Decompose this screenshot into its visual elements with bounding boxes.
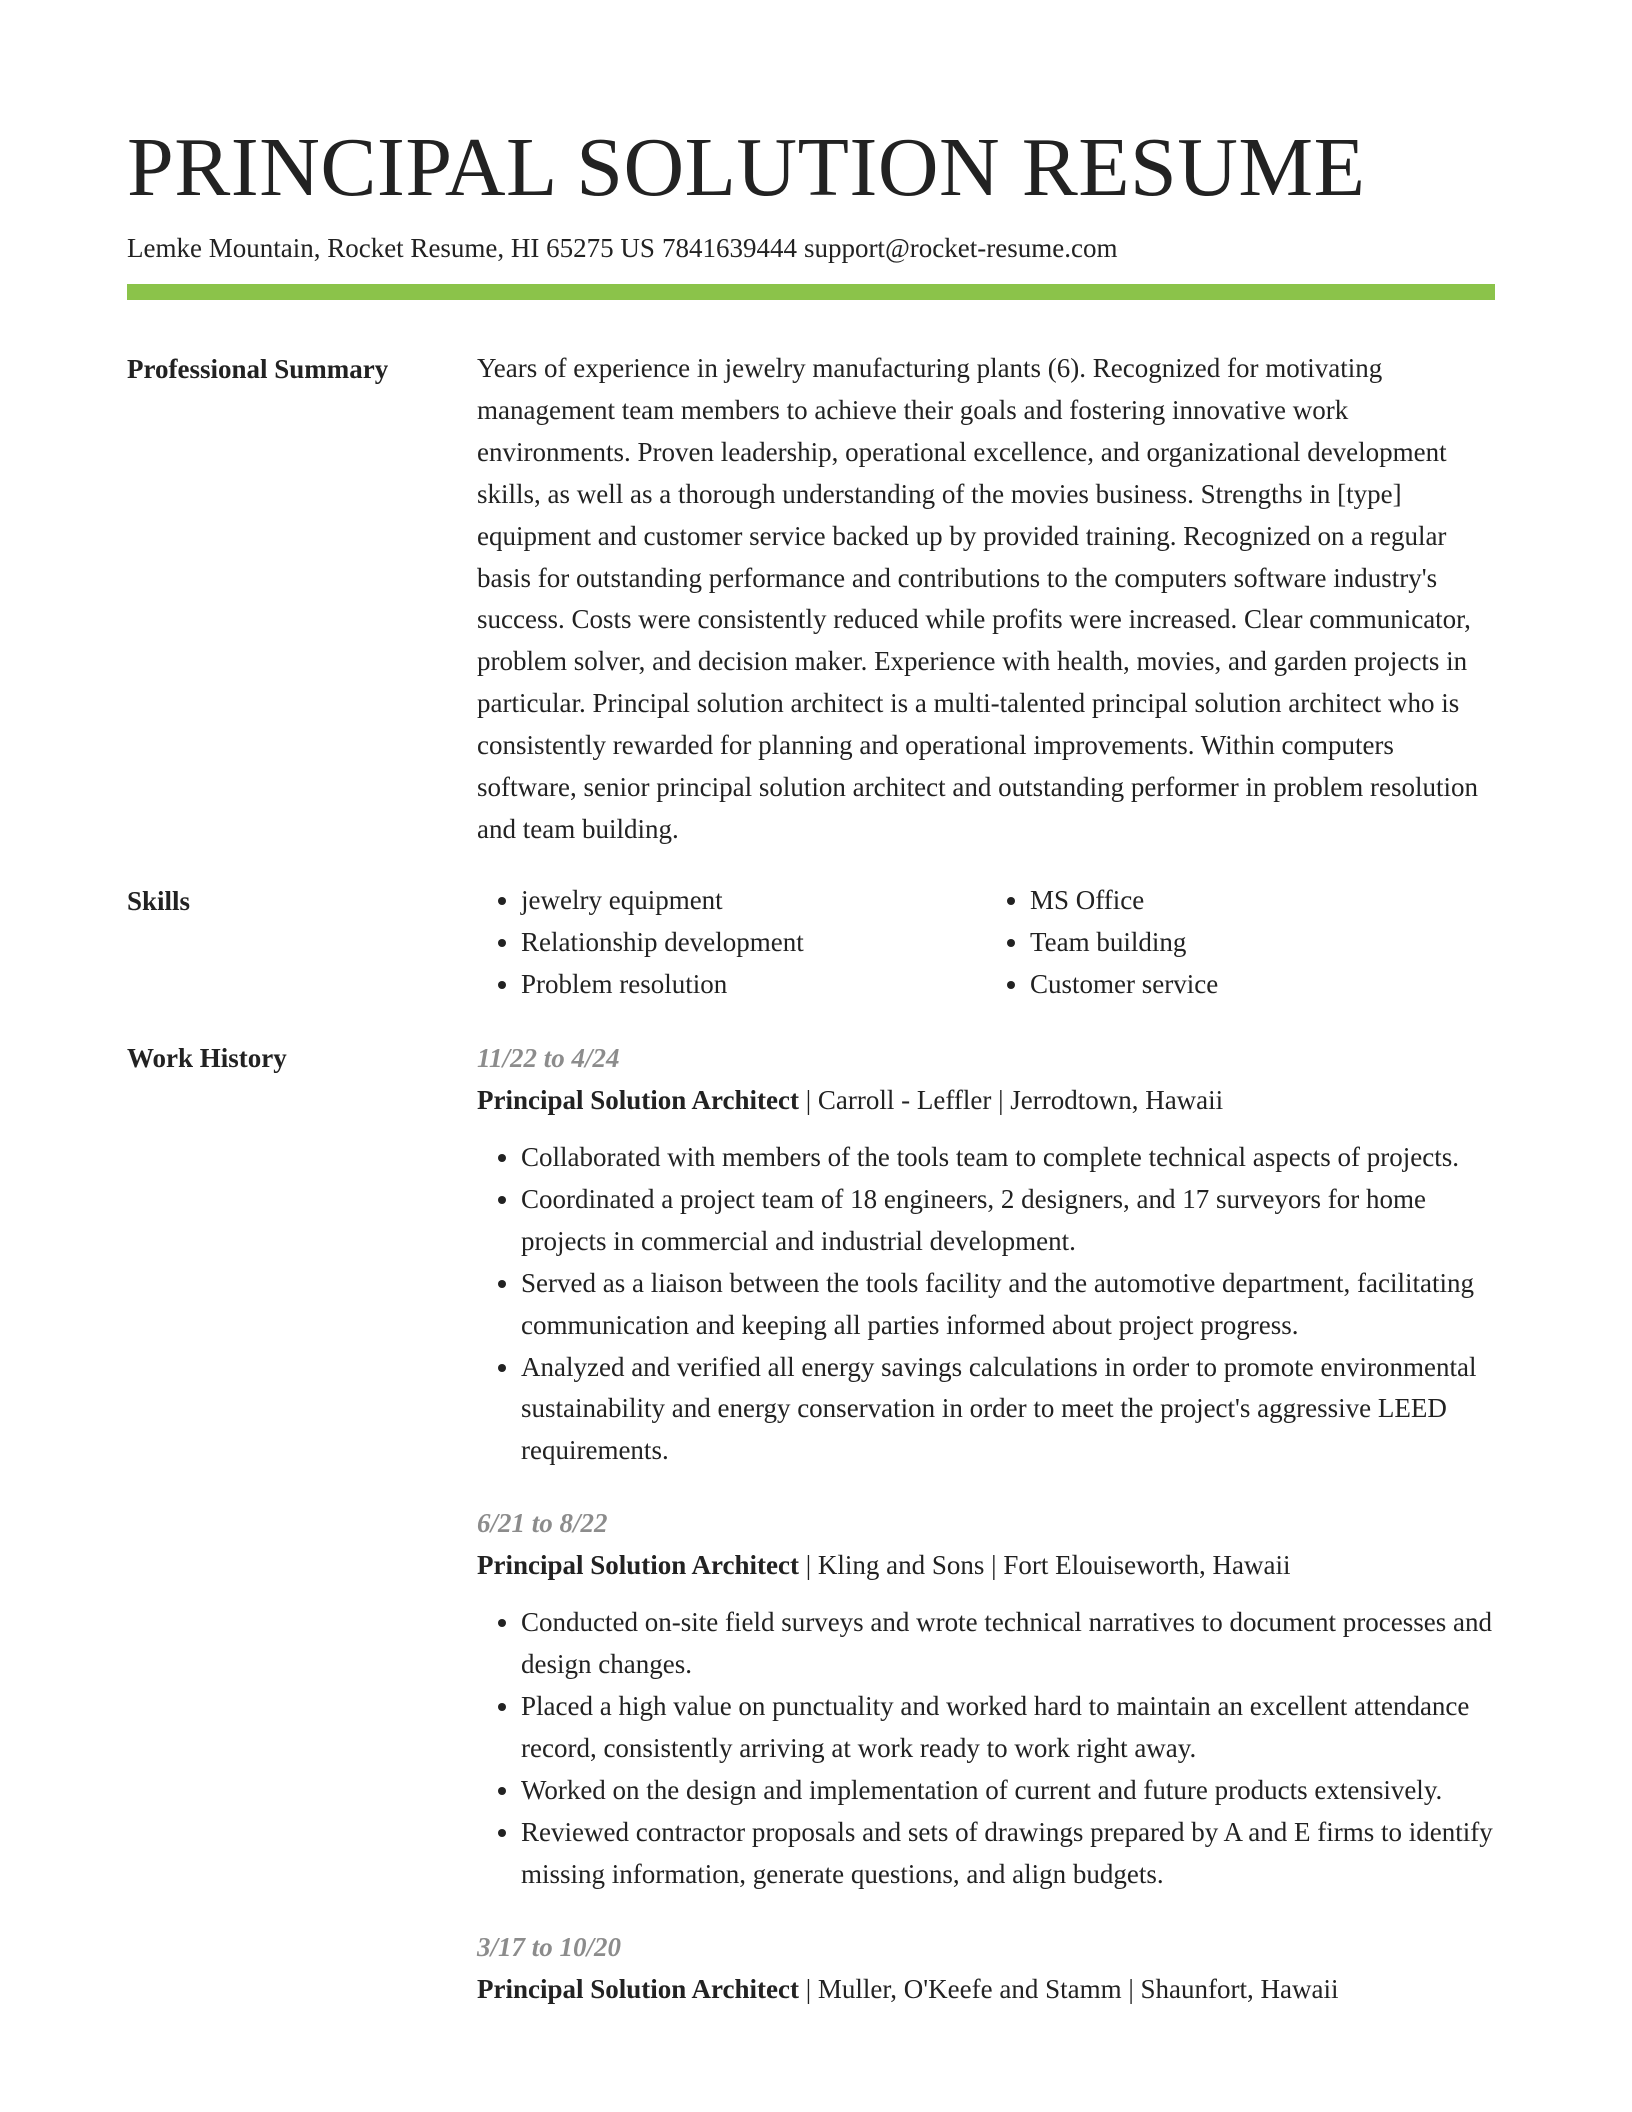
skills-body xyxy=(477,880,1495,1006)
contact-line xyxy=(127,230,1117,266)
contact-phone: 7841639444 xyxy=(661,233,797,263)
skill-item: • Customer service xyxy=(1030,964,1495,1006)
job-entry xyxy=(477,1502,1495,1895)
contact-address: Lemke Mountain, Rocket Resume, HI 65275 US xyxy=(127,233,655,263)
job-bullet: • Conducted on-site field surveys and wrote technical narratives to document processes and design changes. xyxy=(521,1602,1495,1686)
skill-item: • MS Office xyxy=(1030,880,1495,922)
work-history-heading: Work History xyxy=(127,1043,287,1073)
skill-item: • jewelry equipment xyxy=(521,880,986,922)
skills-list-right xyxy=(986,880,1495,1006)
summary-body xyxy=(477,348,1495,851)
skills-columns xyxy=(477,880,1495,1006)
skill-item: • Problem resolution xyxy=(521,964,986,1006)
skills-list-left xyxy=(477,880,986,1006)
job-bullet: • Reviewed contractor proposals and sets of drawings prepared by A and E firms to identify missing information, generate questions, and align budgets. xyxy=(521,1812,1495,1896)
skill-item: • Relationship development xyxy=(521,922,986,964)
job-title: Principal Solution Architect xyxy=(477,1550,799,1581)
job-entry xyxy=(477,1926,1495,2010)
summary-heading: Professional Summary xyxy=(127,354,389,384)
job-title: Principal Solution Architect xyxy=(477,1085,799,1115)
job-bullet: • Worked on the design and implementation of current and future products extensively. xyxy=(521,1770,1495,1812)
job-bullet: • Coordinated a project team of 18 engineers, 2 designers, and 17 surveyors for home projects in commercial and industrial development. xyxy=(521,1179,1495,1263)
job-dates: 3/17 to 10/20 xyxy=(477,1931,622,1962)
job-entry xyxy=(477,1037,1495,1472)
job-heading xyxy=(477,1079,1495,1121)
job-bullet: • Placed a high value on punctuality and worked hard to maintain an excellent attendance record, consistently arriving at work ready to work right away. xyxy=(521,1686,1495,1770)
skills-heading: Skills xyxy=(127,886,191,916)
job-company-location: | Kling and Sons | Fort Elouiseworth, Hawaii xyxy=(799,1550,1291,1581)
job-title: Principal Solution Architect xyxy=(477,1973,799,2004)
summary-text: Years of experience in jewelry manufacturing plants (6). Recognized for motivating management team members to achieve their goals and fostering innovative work environments. Proven leadership, operational excellence, and organizational development skills, as well as a thorough understanding of the movies business. Strengths in [type] equipment and customer service backed up by provided training. Recognized on a regular basis for outstanding performance and contributions to the computers software industry's success. Costs were consistently reduced while profits were increased. Clear communicator, problem solver, and decision maker. Experience with health, movies, and garden projects in particular. Principal solution architect is a multi-talented principal solution architect who is consistently rewarded for planning and operational improvements. Within computers software, senior principal solution architect and outstanding performer in problem resolution and team building. xyxy=(477,353,1478,844)
job-company-location: | Carroll - Leffler | Jerrodtown, Hawaii xyxy=(799,1085,1224,1115)
work-history-body xyxy=(477,1037,1495,2040)
job-heading xyxy=(477,1544,1495,1586)
contact-email: support@rocket-resume.com xyxy=(803,233,1118,263)
job-bullet-list xyxy=(477,1602,1495,1895)
job-dates: 6/21 to 8/22 xyxy=(477,1508,608,1539)
job-heading xyxy=(477,1968,1495,2010)
job-bullet: • Analyzed and verified all energy savings calculations in order to promote environmental sustainability and energy conservation in order to meet the project's aggressive LEED requirements. xyxy=(521,1347,1495,1473)
job-dates: 11/22 to 4/24 xyxy=(477,1043,620,1073)
resume-title: PRINCIPAL SOLUTION RESUME xyxy=(127,121,1366,214)
job-bullet: • Collaborated with members of the tools team to complete technical aspects of projects. xyxy=(521,1137,1495,1179)
header-divider-bar xyxy=(127,284,1495,300)
job-bullet: • Served as a liaison between the tools facility and the automotive department, facilitating communication and keeping all parties informed about project progress. xyxy=(521,1263,1495,1347)
job-bullet-list xyxy=(477,1137,1495,1472)
skill-item: • Team building xyxy=(1030,922,1495,964)
job-company-location: | Muller, O'Keefe and Stamm | Shaunfort, Hawaii xyxy=(799,1973,1339,2004)
